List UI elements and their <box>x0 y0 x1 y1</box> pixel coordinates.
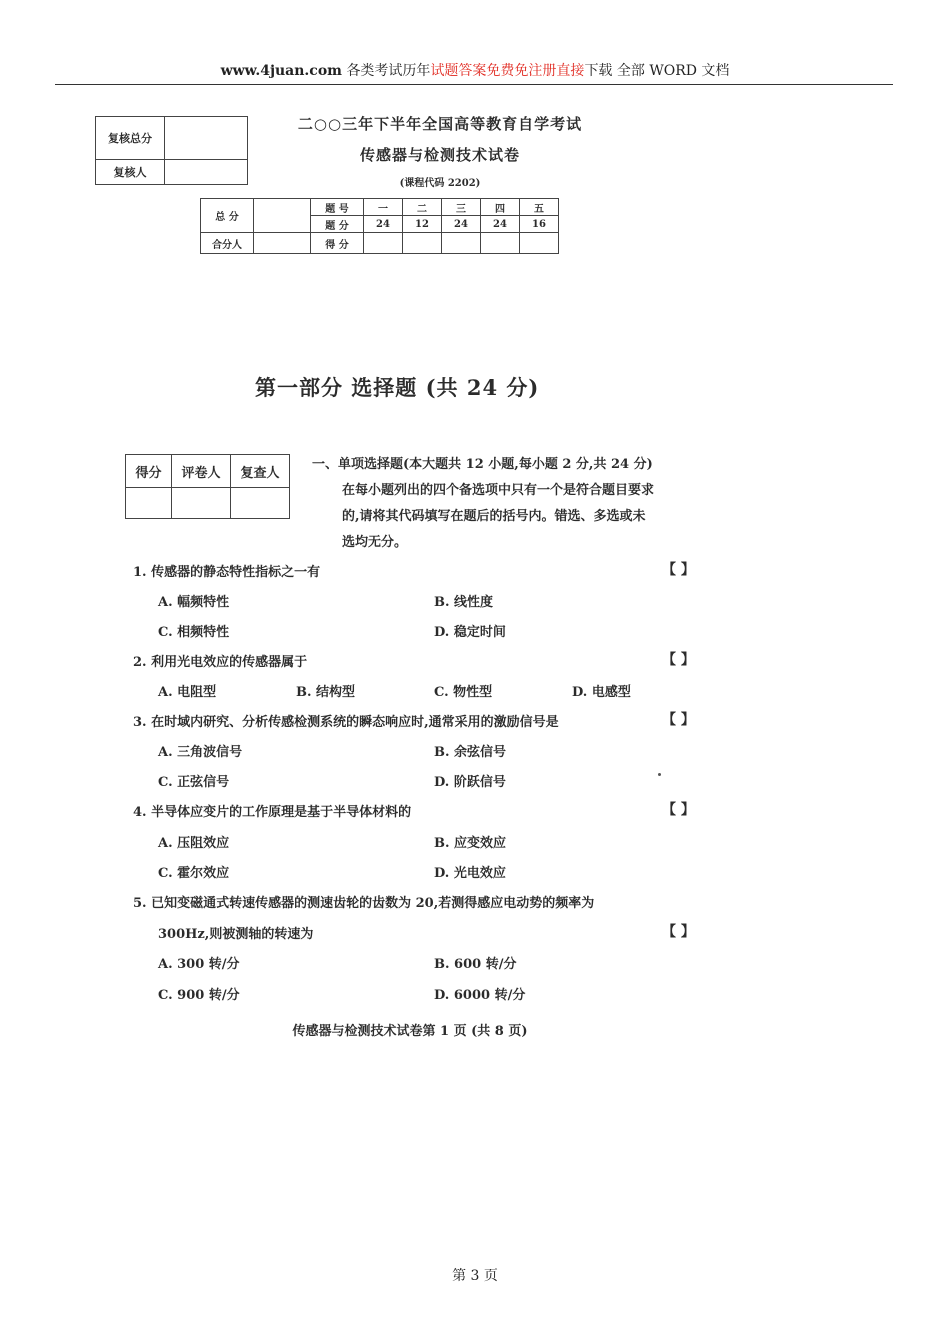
question-number: 二 <box>403 199 442 216</box>
exam-header <box>250 113 630 189</box>
scan-page-footer: 传感器与检测技术试卷第 1 页 (共 8 页) <box>292 1024 528 1039</box>
page-number: 第 3 页 <box>452 1268 498 1284</box>
question-points: 24 <box>364 216 403 233</box>
grader-header: 得分 <box>126 455 172 488</box>
option: C. 物性型 <box>434 685 493 700</box>
scan-speck <box>658 773 661 776</box>
section-instruction: 在每小题列出的四个备选项中只有一个是符合题目要求 <box>342 483 655 498</box>
answer-bracket: 【 】 <box>662 712 695 728</box>
question-points: 24 <box>442 216 481 233</box>
obtained-score-cell <box>520 233 559 254</box>
option: C. 相频特性 <box>158 625 230 640</box>
grader-header: 评卷人 <box>172 455 231 488</box>
header-text-red: 试题答案免费免注册直接 <box>430 63 585 79</box>
question-number: 三 <box>442 199 481 216</box>
reviewer-label: 复核人 <box>96 160 165 185</box>
option: C. 正弦信号 <box>158 775 230 790</box>
reviewer-value <box>165 160 248 185</box>
option: C. 900 转/分 <box>158 988 240 1003</box>
question-stem: 1. 传感器的静态特性指标之一有 <box>133 565 321 580</box>
question-stem: 3. 在时域内研究、分析传感检测系统的瞬态响应时,通常采用的激励信号是 <box>133 715 559 730</box>
part-title: 第一部分 选择题 (共 24 分) <box>255 375 540 400</box>
total-score-value <box>254 199 311 233</box>
question-number-label: 题 号 <box>311 199 364 216</box>
grader-cell <box>172 488 231 519</box>
question-points: 12 <box>403 216 442 233</box>
grader-header: 复查人 <box>231 455 290 488</box>
option: B. 结构型 <box>296 685 356 700</box>
option: A. 电阻型 <box>158 685 217 700</box>
section-instruction: 的,请将其代码填写在题后的括号内。错选、多选或未 <box>342 509 646 524</box>
question-number: 五 <box>520 199 559 216</box>
option: D. 光电效应 <box>434 866 506 881</box>
option: B. 应变效应 <box>434 836 507 851</box>
review-box <box>95 116 248 185</box>
question-stem: 2. 利用光电效应的传感器属于 <box>133 655 308 670</box>
question-stem-continued: 300Hz,则被测轴的转速为 <box>158 927 314 942</box>
question-points: 24 <box>481 216 520 233</box>
section-intro <box>312 452 712 556</box>
option: B. 600 转/分 <box>434 957 517 972</box>
option: D. 阶跃信号 <box>434 775 506 790</box>
grader-box <box>125 454 290 519</box>
review-total-value <box>165 117 248 160</box>
site-domain: www.4juan.com <box>220 63 342 79</box>
question-stem: 4. 半导体应变片的工作原理是基于半导体材料的 <box>133 805 412 820</box>
course-code: (课程代码 2202) <box>399 178 481 189</box>
site-header <box>0 60 950 80</box>
header-rule <box>55 84 893 85</box>
obtained-score-cell <box>364 233 403 254</box>
obtained-score-label: 得 分 <box>311 233 364 254</box>
score-table <box>200 198 559 254</box>
question-points-label: 题 分 <box>311 216 364 233</box>
section-instruction: 选均无分。 <box>342 535 408 550</box>
option: D. 稳定时间 <box>434 625 506 640</box>
answer-bracket: 【 】 <box>662 652 695 668</box>
option: B. 余弦信号 <box>434 745 507 760</box>
exam-session: 二○○三年下半年全国高等教育自学考试 <box>297 115 583 133</box>
option: C. 霍尔效应 <box>158 866 230 881</box>
question-number: 一 <box>364 199 403 216</box>
option: D. 电感型 <box>572 685 631 700</box>
question-number: 四 <box>481 199 520 216</box>
header-text-1: 各类考试历年 <box>346 63 431 79</box>
question-stem: 5. 已知变磁通式转速传感器的测速齿轮的齿数为 20,若测得感应电动势的频率为 <box>133 896 595 911</box>
total-score-label: 总 分 <box>201 199 254 233</box>
answer-bracket: 【 】 <box>662 802 695 818</box>
answer-bracket: 【 】 <box>662 924 695 940</box>
option: A. 压阻效应 <box>158 836 230 851</box>
option: D. 6000 转/分 <box>434 988 526 1003</box>
obtained-score-cell <box>442 233 481 254</box>
option: A. 300 转/分 <box>158 957 240 972</box>
section-heading: 一、单项选择题(本大题共 12 小题,每小题 2 分,共 24 分) <box>312 457 653 472</box>
grader-cell <box>231 488 290 519</box>
question-points: 16 <box>520 216 559 233</box>
obtained-score-cell <box>403 233 442 254</box>
answer-bracket: 【 】 <box>662 562 695 578</box>
review-total-label: 复核总分 <box>96 117 165 160</box>
combiner-label: 合分人 <box>201 233 254 254</box>
exam-title: 传感器与检测技术试卷 <box>359 146 520 164</box>
option: A. 幅频特性 <box>158 595 230 610</box>
combiner-value <box>254 233 311 254</box>
obtained-score-cell <box>481 233 520 254</box>
header-text-2: 下载 全部 WORD 文档 <box>584 63 730 79</box>
option: A. 三角波信号 <box>158 745 243 760</box>
grader-cell <box>126 488 172 519</box>
option: B. 线性度 <box>434 595 494 610</box>
